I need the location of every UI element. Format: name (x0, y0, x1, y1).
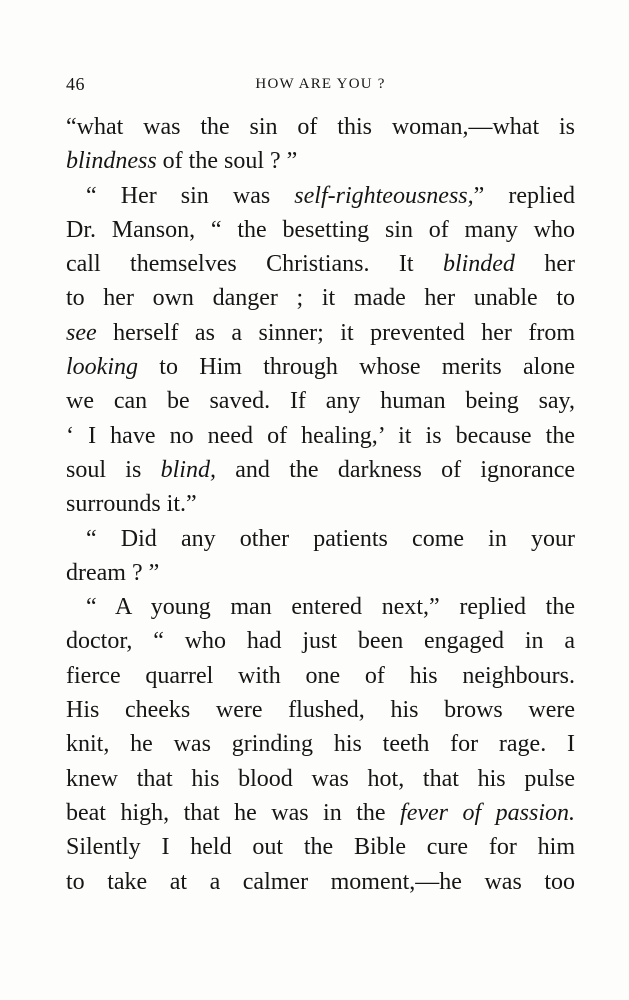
text-line (66, 281, 575, 315)
text-segment: ” replied (473, 182, 575, 209)
italic-text: looking (66, 354, 138, 381)
text-line (66, 384, 575, 418)
text-segment: beat high, that he was in the (66, 799, 401, 826)
text-line (66, 693, 575, 727)
text-segment: to take at a calmer moment,—he was too (66, 868, 575, 895)
text-line (66, 144, 575, 178)
text-line (66, 179, 575, 213)
text-line (66, 624, 575, 658)
italic-text: blinded (442, 251, 515, 278)
text-segment: of the soul ? ” (156, 148, 298, 175)
text-line (66, 453, 575, 487)
italic-text: self-righteousness, (294, 182, 474, 209)
text-segment: to Him through whose merits alone (138, 354, 575, 381)
text-line (66, 247, 575, 281)
text-segment: her (514, 251, 575, 278)
text-segment: “ A young man entered next,” replied the (86, 594, 575, 621)
text-segment: soul is (66, 456, 161, 483)
italic-text: fever of passion. (400, 799, 576, 826)
text-line (66, 659, 575, 693)
text-line (66, 487, 575, 521)
text-segment: and the darkness of ignorance (215, 456, 575, 483)
text-line (66, 796, 575, 830)
text-segment: dream ? ” (66, 559, 160, 586)
text-line (66, 865, 575, 899)
text-line (66, 762, 575, 796)
text-segment: knew that his blood was hot, that his pulse (66, 765, 575, 792)
body-text (66, 110, 575, 899)
text-segment: doctor, “ who had just been engaged in a (66, 628, 575, 655)
text-line (66, 522, 575, 556)
text-line (66, 316, 575, 350)
text-segment: to her own danger ; it made her unable to (66, 285, 575, 312)
page-number: 46 (66, 74, 85, 94)
text-segment: herself as a sinner; it prevented her from (96, 319, 575, 346)
text-line (66, 727, 575, 761)
text-line (66, 556, 575, 590)
italic-text: blind, (160, 456, 216, 483)
text-segment: Dr. Manson, “ the besetting sin of many who (66, 216, 575, 243)
text-segment: we can be saved. If any human being say, (66, 388, 575, 415)
running-head (66, 74, 575, 98)
text-segment: knit, he was grinding his teeth for rage. I (66, 731, 575, 758)
text-segment: “what was the sin of this woman,—what is (66, 114, 575, 140)
text-segment: His cheeks were flushed, his brows were (66, 697, 575, 724)
text-segment: “ Her sin was (86, 182, 295, 209)
italic-text: blindness (66, 148, 157, 175)
running-head-title: HOW ARE YOU ? (255, 76, 386, 92)
text-line (66, 419, 575, 453)
text-segment: call themselves Christians. It (66, 251, 443, 278)
text-segment: “ Did any other patients come in your (86, 525, 575, 552)
text-line (66, 350, 575, 384)
italic-text: see (66, 319, 97, 346)
text-segment: surrounds it.” (66, 491, 197, 518)
text-segment: ‘ I have no need of healing,’ it is because the (66, 422, 575, 449)
text-line (66, 110, 575, 144)
text-line (66, 213, 575, 247)
text-line (66, 830, 575, 864)
text-segment: fierce quarrel with one of his neighbours. (66, 662, 575, 689)
text-line (66, 590, 575, 624)
text-segment: Silently I held out the Bible cure for him (66, 834, 575, 861)
